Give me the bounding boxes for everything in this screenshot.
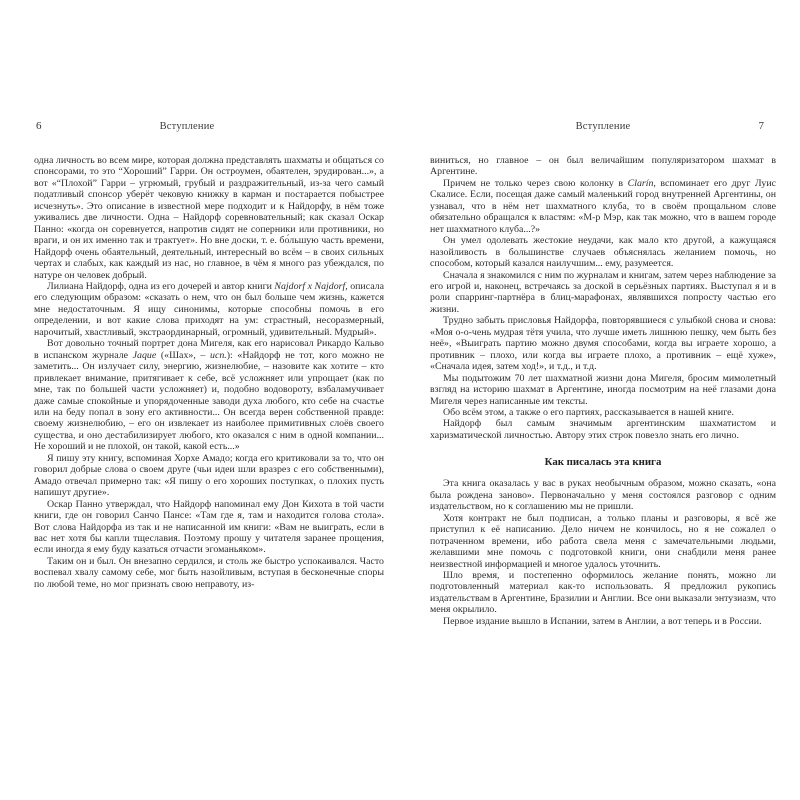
paragraph: Причем не только через свою колонку в Clarín, вспоминает его друг Луис Скалисе. Если, посещая даже самый маленький город внутренней Аргентины, он узнавал, что в нём нет шахматного клуба, то в своём прощальном слове обязательно обращался к властям: «М-р Мэр, как так можно, что в вашем городе нет шахматного клуба...?» — [430, 177, 776, 235]
paragraph: одна личность во всем мире, которая должна представлять шахматы и общаться со спонсорами, то это “Хороший” Гарри. Он остроумен, обаятелен, эрудирован...», а вот «“Плохой” Гарри – угрюмый, грубый и раздражительный, из-за чего самый податливый спонсор уберёт чековую книжку в карман и постарается побыстрее исчезнуть». Это описание в известной мере подходит и к Найдорфу, в нём тоже уживались две личности. Одна – Найдорф соревновательный; как сказал Оскар Панно: «когда он соревнуется, напротив сидят не соперники или противники, но враги, и он их именно так и трактует». Но вне доски, т. е. бо́льшую часть времени, Найдорф очень обаятельный, деятельный, интересный во всём – в своих сильных чертах и слабых, как каждый из нас, но главное, в чём я много раз убеждался, по натуре он человек добрый. — [34, 155, 384, 281]
paragraph: Вот довольно точный портрет дона Мигеля, как его нарисовал Рикардо Кальво в испанском журнале Jaque («Шах», – исп.): «Найдорф не тот, кого можно не заметить... Он излучает силу, энергию, жизнелюбие, – назовите как хотите – кто привлекает внимание, притягивает к себе, всё усложняет или упрощает (как по мне, так по большей части усложняет) и, подобно водовороту, взбаламучивает даже самые спокойные и упорядоченные заводи духа любого, кто себе на счастье или на беду попал в зону его активности... Он всегда верен собственной правде: своему жизнелюбию, – его он извлекает из наиболее примитивных слоёв своего существа, и оно дестабилизирует любого, кто оказался с ним в одной компании... Не хороший и не плохой, он такой, какой есть...» — [34, 338, 384, 453]
paragraph: виниться, но главное – он был величайшим популяризатором шахмат в Аргентине. — [430, 155, 776, 178]
paragraph: Лилиана Найдорф, одна из его дочерей и автор книги Najdorf x Najdorf, описала его следующим образом: «сказать о нем, что он был больше чем жизнь, кажется мне недостаточным. Я ищу синонимы, которые способны помочь в его определении, и вот какие слова приходят на ум: страстный, несоразмерный, нарочитый, хвастливый, экстраординарный, огромный, удивительный. Мудрый». — [34, 280, 384, 338]
paragraph: Трудно забыть присловья Найдорфа, повторявшиеся с улыбкой снова и снова: «Моя о-о-чень мудрая тётя учила, что лучше иметь лишнюю пешку, чем быть без неё», «Выиграть партию можно двумя способами, когда вы играете хорошо, а противник – плохо, или когда вы играете плохо, а противник – ещё хуже», «Сначала идея, затем ход!», и т.д., и т.д. — [430, 315, 776, 373]
running-header-right: Вступление — [575, 121, 631, 132]
paragraph: Первое издание вышло в Испании, затем в Англии, а вот теперь и в России. — [443, 615, 762, 627]
page-right-body-bottom — [430, 478, 776, 627]
page-right-body-top — [430, 155, 776, 441]
paragraph: Хотя контракт не был подписан, а только планы и разговоры, я всё же приступил к её написанию. Дело ничем не кончилось, но я не сожалел о потраченном времени, ибо работа свела меня с замечательными людьми, желавшими мне помочь с подготовкой книги, они снабдили меня ранее неизвестной информацией и многое удалось уточнить. — [430, 512, 776, 570]
paragraph: Найдорф был самым значимым аргентинским шахматистом и харизматической личностью. Автору этих строк повезло знать его лично. — [430, 418, 776, 441]
page-left-body — [34, 155, 384, 590]
page-number-left: 6 — [36, 120, 42, 132]
paragraph: Я пишу эту книгу, вспоминая Хорхе Амадо; когда его критиковали за то, что он говорил добрые слова о своем друге (чьи идеи шли вразрез с его собственными), Амадо отвечал примерно так: «Я пишу о его хороших поступках, о плохих пусть напишут другие». — [34, 452, 384, 499]
running-header-left: Вступление — [159, 121, 215, 132]
paragraph: Оскар Панно утверждал, что Найдорф напоминал ему Дон Кихота в той части книги, где он говорил Санчо Пансе: «Там где я, там и находится голова стола». Вот слова Найдорфа из так и не написанной им книги: «Вам не выиграть, если в вас нет хотя бы капли тщеславия. Поэтому прошу у читателя заранее прощения, если иногда я ему буду казаться отчасти эгоманьяком». — [34, 498, 384, 556]
paragraph: Обо всём этом, а также о его партиях, рассказывается в нашей книге. — [443, 406, 734, 418]
paragraph: Таким он и был. Он внезапно сердился, и столь же быстро успокаивался. Часто воспевал хвалу самому себе, мог быть назойливым, вступая в бесконечные споры по любой теме, но мог признать свою неправоту, из- — [34, 555, 384, 590]
paragraph: Сначала я знакомился с ним по журналам и книгам, затем через наблюдение за его игрой и, наконец, встречаясь за доской в серьёзных партиях. Выступал я и в роли спарринг-партнёра в блиц-марафонах, являвшихся попросту частью его жизни. — [430, 269, 776, 315]
paragraph: Шло время, и постепенно оформилось желание понять, можно ли подготовленный материал как-то использовать. Я предложил рукопись издательствам в Аргентине, Бразилии и Англии. Все они выказали энтузиазм, что меня окрылило. — [430, 569, 776, 616]
page-right — [430, 121, 776, 627]
paragraph: Он умел одолевать жестокие неудачи, как мало кто другой, а кажущаяся назойливость в большинстве случаев объяснялась желанием помочь, но способом, который казался наилучшим... ему, разумеется. — [430, 235, 776, 270]
paragraph: Эта книга оказалась у вас в руках необычным образом, можно сказать, «она была рождена заново». Первоначально у меня состоялся разговор с одним издательством, но к соглашению мы не пришли. — [430, 478, 776, 513]
running-head-left — [34, 121, 384, 155]
paragraph: Мы подытожим 70 лет шахматной жизни дона Мигеля, бросим мимолетный взгляд на историю шахмат в Аргентине, иногда посмотрим на неё глазами дона Мигеля через написанные им тексты. — [430, 372, 776, 407]
page-number-right: 7 — [758, 120, 764, 132]
running-head-right — [430, 121, 776, 155]
section-heading: Как писалась эта книга — [544, 456, 662, 469]
page-left — [34, 121, 384, 590]
